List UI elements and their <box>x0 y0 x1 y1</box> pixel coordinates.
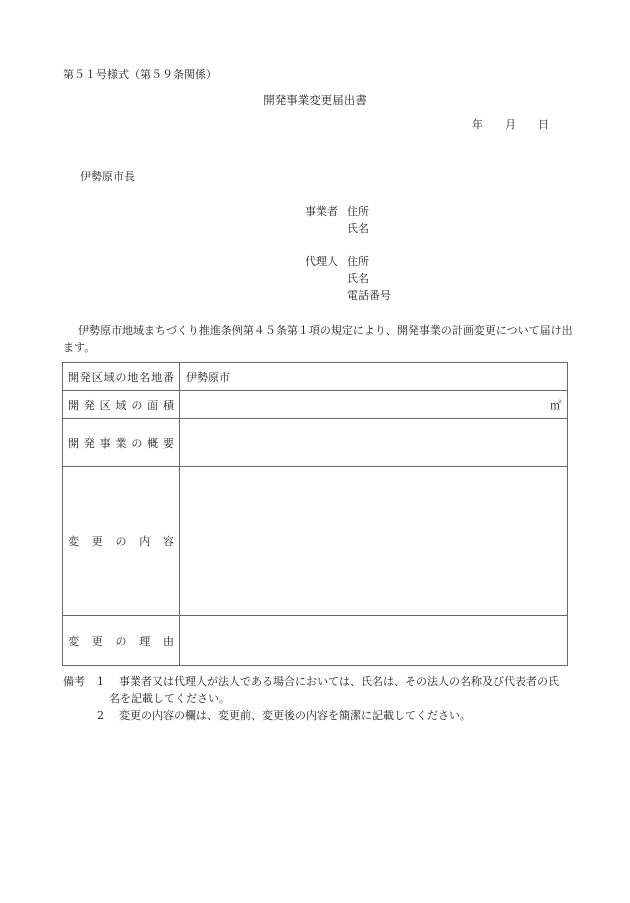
form-number: 第５１号様式（第５９条関係） <box>63 68 217 81</box>
label-change-reason: 変更の理由 <box>63 616 180 666</box>
agent-name-label: 氏名 <box>347 272 369 285</box>
table-row-reason <box>63 616 568 666</box>
table-row-content <box>63 467 568 616</box>
label-summary: 開発事業の概要 <box>63 419 180 467</box>
year-label: 年 <box>472 118 483 131</box>
agent-phone-label: 電話番号 <box>347 289 391 302</box>
value-change-content[interactable] <box>180 467 568 616</box>
statement-text: 伊勢原市地域まちづくり推進条例第４５条第１項の規定により、開発事業の計画変更について届け出ます。 <box>63 324 573 354</box>
applicant-address-label: 住所 <box>347 205 369 218</box>
table-row-summary <box>63 419 568 467</box>
applicant-name-label: 氏名 <box>347 222 369 235</box>
label-location: 開発区域の地名地番 <box>63 363 180 391</box>
note-number: 1 <box>97 675 104 688</box>
note-text-continuation: 名を記載してください。 <box>109 692 230 705</box>
table-row-area <box>63 391 568 419</box>
applicant-block <box>305 203 391 304</box>
label-area: 開発区域の面積 <box>63 391 180 419</box>
note-text: 変更の内容の欄は、変更前、変更後の内容を簡潔に記載してください。 <box>119 709 471 722</box>
day-label: 日 <box>538 118 549 131</box>
value-location[interactable]: 伊勢原市 <box>180 363 568 391</box>
agent-role: 代理人 <box>305 255 338 268</box>
notes-heading: 備考 <box>63 675 85 688</box>
addressee: 伊勢原市長 <box>80 170 135 183</box>
applicant-role: 事業者 <box>305 205 338 218</box>
month-label: 月 <box>505 118 516 131</box>
date-line <box>472 116 549 132</box>
notes-section <box>63 673 559 724</box>
note-text: 事業者又は代理人が法人である場合においては、氏名は、その法人の名称及び代表者の氏 <box>119 675 559 688</box>
document-title: 開発事業変更届出書 <box>263 93 367 107</box>
form-table <box>62 362 568 666</box>
value-change-reason[interactable] <box>180 616 568 666</box>
table-row-location <box>63 363 568 391</box>
value-area[interactable]: ㎡ <box>180 391 568 419</box>
note-number: 2 <box>97 709 104 722</box>
label-change-content: 変更の内容 <box>63 467 180 616</box>
value-summary[interactable] <box>180 419 568 467</box>
agent-address-label: 住所 <box>347 255 369 268</box>
